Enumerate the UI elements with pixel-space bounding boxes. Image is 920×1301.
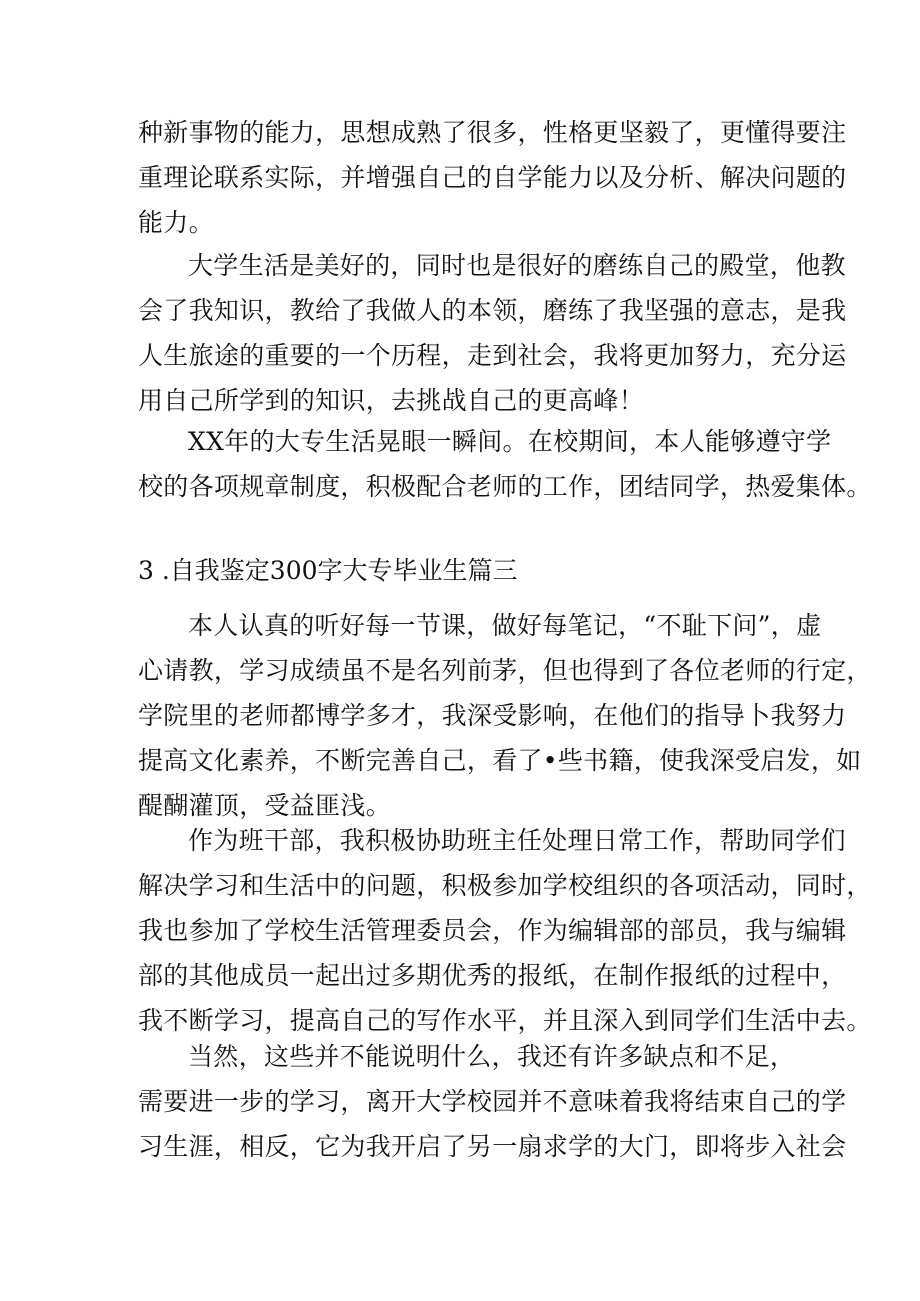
text-line: 学院里的老师都博学多才，我深受影响，在他们的指导卜我努力 xyxy=(138,701,847,730)
text-line: 用自己所学到的知识，去挑战自己的更高峰！ xyxy=(138,386,645,415)
text-line: 本人认真的听好每一节课，做好每笔记，“不耻下问”，虚 xyxy=(188,611,822,640)
text-line: 需要进一步的学习，离开大学校园并不意味着我将结束自己的学 xyxy=(138,1087,847,1116)
text-line: 醍醐灌顶，受益匪浅。 xyxy=(138,791,392,820)
paragraph-xx-years xyxy=(138,419,872,509)
text-line: 种新事物的能力，思想成熟了很多，性格更坚毅了，更懂得要注 xyxy=(138,118,847,147)
text-line: 提高文化素养，不断完善自己，看了•些书籍，使我深受启发，如 xyxy=(138,746,862,775)
text-line: 大学生活是美好的，同时也是很好的磨练自己的殿堂，他教 xyxy=(188,251,846,280)
paragraph-continuation xyxy=(138,110,847,245)
text-line: 我不断学习，提高自己的写作水平，并且深入到同学们生活中去。 xyxy=(138,1006,872,1035)
text-line: 当然，这些并不能说明什么，我还有许多缺点和不足， xyxy=(188,1042,796,1071)
text-line: 心请教，学习成绩虽不是名列前茅，但也得到了各位老师的行定， xyxy=(138,656,872,685)
section-heading: 3 .自我鉴定300字大专毕业生篇三 xyxy=(138,556,518,585)
text-line: 人生旅途的重要的一个历程，走到社会，我将更加努力，充分运 xyxy=(138,341,847,370)
paragraph-shortcomings xyxy=(138,1034,847,1169)
text-line: 作为班干部，我积极协助班主任处理日常工作，帮助同学们 xyxy=(188,826,846,855)
text-line: 部的其他成员一起出过多期优秀的报纸，在制作报纸的过程中， xyxy=(138,961,847,990)
paragraph-class-cadre xyxy=(138,818,872,1043)
text-line: 会了我知识，教给了我做人的本领，磨练了我坚强的意志，是我 xyxy=(138,296,847,325)
paragraph-university-life xyxy=(138,243,847,423)
text-line: 解决学习和生活中的问题，积极参加学校组织的各项活动，同时， xyxy=(138,871,872,900)
text-line: 我也参加了学校生活管理委员会，作为编辑部的部员，我与编辑 xyxy=(138,916,847,945)
text-line: XX年的大专生活晃眼一瞬间。在校期间，本人能够遵守学 xyxy=(188,427,832,456)
text-line: 校的各项规章制度，积极配合老师的工作，团结同学，热爱集体。 xyxy=(138,472,872,501)
text-line: 重理论联系实际，并增强自己的自学能力以及分析、解决问题的 xyxy=(138,163,847,192)
text-line: 习生涯，相反，它为我开启了另一扇求学的大门，即将步入社会 xyxy=(138,1132,847,1161)
paragraph-study xyxy=(138,603,872,828)
text-line: 能力。 xyxy=(138,208,214,237)
